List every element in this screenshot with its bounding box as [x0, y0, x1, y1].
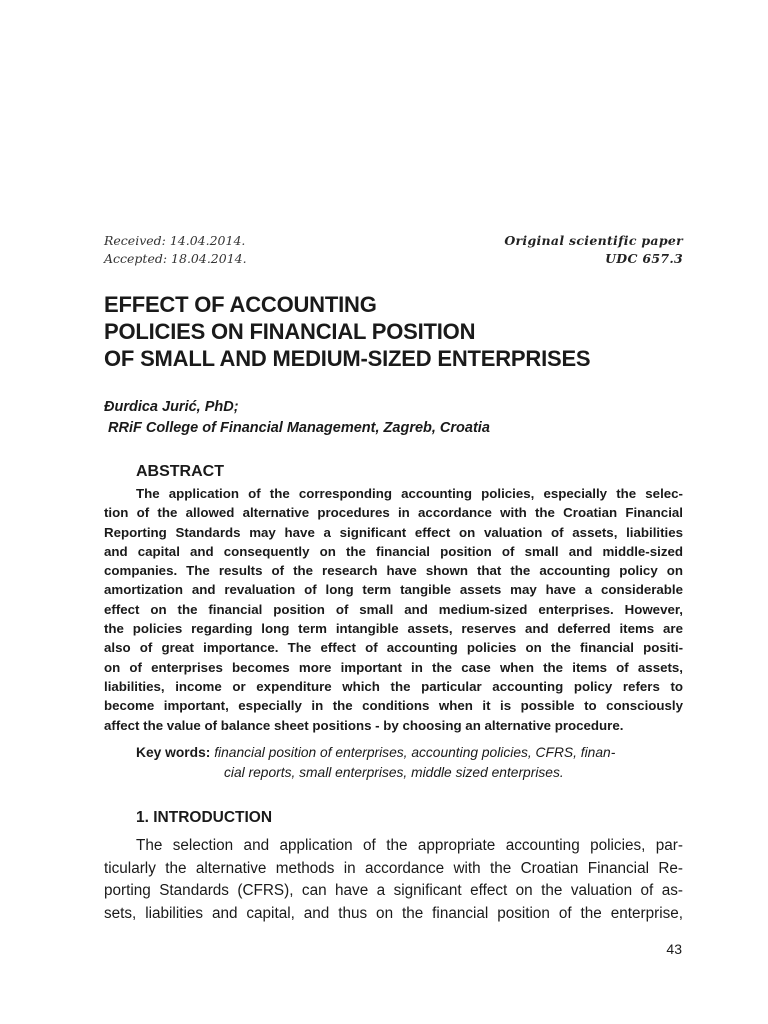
abstract-line: the policies regarding long term intangible assets, reserves and deferred items are	[104, 621, 683, 637]
introduction-line: The selection and application of the appropriate accounting policies, par-	[136, 837, 683, 854]
keywords-text: financial position of enterprises, accounting policies, CFRS, finan-	[214, 745, 616, 760]
paper-title	[104, 291, 704, 372]
page-number: 43	[666, 941, 682, 957]
title-line: EFFECT OF ACCOUNTING	[104, 292, 377, 317]
paper-type: Original scientific paper	[504, 233, 683, 248]
abstract-line: become important, especially in the conditions when it is possible to consciously	[104, 698, 683, 714]
author-affiliation: RRiF College of Financial Management, Zagreb, Croatia	[108, 420, 490, 436]
submission-dates	[104, 232, 247, 268]
author-name: Đurdica Jurić, PhD;	[104, 399, 239, 415]
section-heading-introduction: 1. INTRODUCTION	[136, 809, 273, 826]
udc-code: UDC 657.3	[605, 251, 683, 266]
title-line: POLICIES ON FINANCIAL POSITION	[104, 319, 476, 344]
introduction-line: ticularly the alternative methods in accordance with the Croatian Financial Re-	[104, 859, 683, 877]
keywords-line	[136, 743, 670, 763]
abstract-body	[104, 484, 683, 735]
abstract-line: also of great importance. The effect of accounting policies on the financial positi-	[104, 640, 683, 656]
abstract-line: affect the value of balance sheet positions - by choosing an alternative procedure.	[104, 717, 624, 733]
introduction-line: sets, liabilities and capital, and thus on the financial position of the enterprise,	[104, 904, 683, 922]
abstract-line: companies. The results of the research have shown that the accounting policy on	[104, 563, 683, 579]
abstract-line: amortization and revaluation of long term tangible assets may have a considerable	[104, 582, 683, 598]
keywords-label: Key words:	[136, 745, 211, 760]
keywords-text: cial reports, small enterprises, middle sized enterprises.	[224, 764, 564, 780]
abstract-line: effect on the financial position of small and medium-sized enterprises. However,	[104, 601, 683, 617]
abstract-line: The application of the corresponding accounting policies, especially the selec-	[136, 486, 683, 501]
received-date: Received: 14.04.2014.	[104, 233, 246, 248]
abstract-line: Reporting Standards may have a significant effect on valuation of assets, liabilities	[104, 524, 683, 540]
abstract-line: and capital and consequently on the financial position of small and middle-sized	[104, 543, 683, 559]
title-line: OF SMALL AND MEDIUM-SIZED ENTERPRISES	[104, 346, 591, 371]
abstract-line: liabilities, income or expenditure which the particular accounting policy refers to	[104, 678, 683, 694]
abstract-heading: ABSTRACT	[136, 463, 224, 480]
keywords-block	[136, 743, 670, 782]
accepted-date: Accepted: 18.04.2014.	[104, 251, 247, 266]
introduction-line: porting Standards (CFRS), can have a significant effect on the valuation of as-	[104, 882, 683, 899]
paper-classification	[504, 232, 683, 268]
abstract-line: on of enterprises becomes more important in the case when the items of assets,	[104, 659, 683, 675]
abstract-line: tion of the allowed alternative procedures in accordance with the Croatian Financial	[104, 505, 683, 521]
introduction-body	[104, 835, 683, 925]
